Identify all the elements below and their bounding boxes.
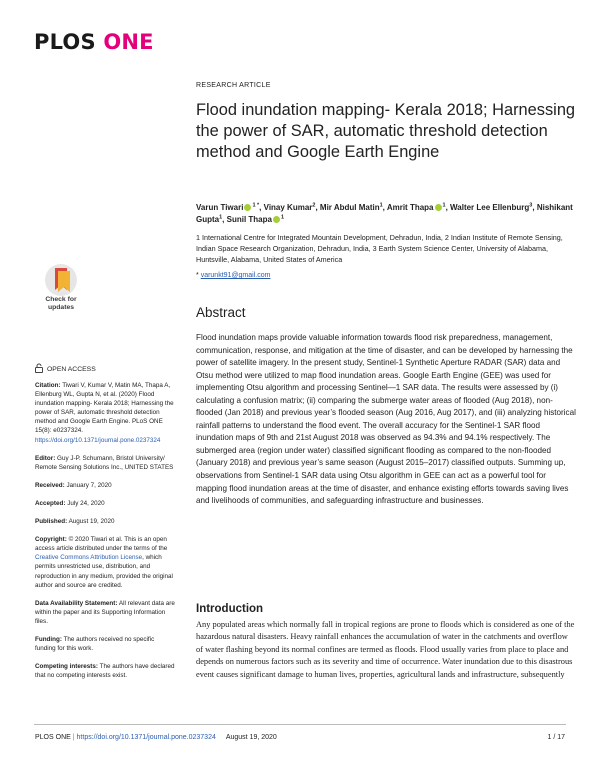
orcid-icon[interactable] bbox=[435, 204, 442, 211]
author-name[interactable]: Walter Lee Ellenburg bbox=[450, 203, 530, 212]
published-date: August 19, 2020 bbox=[68, 518, 115, 526]
accepted-label: Accepted: bbox=[35, 499, 66, 507]
citation-label: Citation: bbox=[35, 382, 61, 389]
received-date: January 7, 2020 bbox=[66, 481, 112, 489]
license-link[interactable]: Creative Commons Attribution License bbox=[35, 554, 143, 562]
data-availability-label: Data Availability Statement: bbox=[35, 599, 118, 607]
author-name[interactable]: Mir Abdul Matin bbox=[319, 203, 380, 212]
correspondence-marker: * bbox=[196, 272, 199, 279]
citation-text: Tiwari V, Kumar V, Matin MA, Thapa A, Ellenburg WL, Gupta N, et al. (2020) Flood inundation mapping- Kerala 2018; Harnessing the power of SAR, automatic threshold detection method and Google Earth Engine. PLoS ONE 15(8): e0237324. bbox=[35, 382, 174, 435]
author-affiliation-marker: 2 bbox=[312, 202, 316, 209]
copyright-block bbox=[35, 535, 175, 590]
author-name[interactable]: Amrit Thapa bbox=[386, 203, 434, 212]
editor-block bbox=[35, 454, 175, 472]
correspondence bbox=[196, 272, 270, 279]
author-affiliation-marker: 1 bbox=[442, 202, 446, 209]
open-access-label bbox=[35, 363, 96, 373]
affiliations: 1 International Centre for Integrated Mountain Development, Dehradun, India, 2 Indian Institute of Remote Sensing, Indian Space Research Organization, Dehradun, India, 3 Earth System Science Center, University of Alabama, Huntsville, Alabama, United States of America bbox=[196, 233, 563, 264]
check-for-updates-line2: updates bbox=[47, 304, 75, 311]
introduction-heading: Introduction bbox=[196, 603, 264, 615]
orcid-icon[interactable] bbox=[244, 204, 251, 211]
data-availability-text: All relevant data are within the paper and its Supporting Information files. bbox=[35, 599, 175, 625]
accepted-block bbox=[35, 499, 175, 508]
open-lock-icon bbox=[35, 363, 43, 373]
author-affiliation-marker: 1 bbox=[280, 214, 285, 221]
footer-divider bbox=[34, 724, 566, 725]
author-affiliation-marker: 3 bbox=[529, 202, 533, 209]
abstract-heading: Abstract bbox=[196, 305, 246, 320]
funding-block bbox=[35, 635, 175, 653]
footer-doi-link[interactable]: https://doi.org/10.1371/journal.pone.0237324 bbox=[76, 734, 216, 741]
journal-logo[interactable] bbox=[34, 30, 154, 54]
funding-label: Funding: bbox=[35, 635, 62, 643]
citation-block bbox=[35, 381, 175, 445]
author-affiliation-marker: 1 bbox=[379, 202, 383, 209]
open-access-text: OPEN ACCESS bbox=[47, 366, 96, 373]
journal-logo-one: ONE bbox=[103, 30, 154, 54]
footer-journal-name: PLOS ONE bbox=[35, 734, 71, 741]
editor-label: Editor: bbox=[35, 454, 56, 462]
bookmark-icon bbox=[35, 262, 87, 298]
copyright-label: Copyright: bbox=[35, 536, 67, 544]
footer-citation bbox=[35, 734, 277, 741]
competing-interests-block bbox=[35, 662, 175, 680]
editor-text: Guy J-P. Schumann, Bristol University/ Remote Sensing Solutions Inc., UNITED STATES bbox=[35, 454, 174, 471]
data-availability-block bbox=[35, 599, 175, 626]
funding-text: The authors received no specific funding for this work. bbox=[35, 635, 155, 653]
check-for-updates-label[interactable] bbox=[31, 296, 91, 312]
author-name[interactable]: Nishikant Gupta bbox=[196, 203, 573, 224]
published-label: Published: bbox=[35, 518, 68, 526]
author-name[interactable]: Varun Tiwari bbox=[196, 203, 244, 212]
check-for-updates-line1: Check for bbox=[45, 296, 77, 303]
copyright-text: © 2020 Tiwari et al. This is an open access article distributed under the terms of the bbox=[35, 536, 168, 553]
page-number: 1 / 17 bbox=[547, 734, 565, 741]
citation-doi-link[interactable]: https://doi.org/10.1371/journal.pone.0237324 bbox=[35, 436, 161, 444]
abstract-text: Flood inundation maps provide valuable information towards flood risk preparedness, management, communication, response, and mitigation at the time of disaster, and can be developed by harnessing the power of satellite imagery. In the present study, Sentinel-1 Synthetic Aperture RADAR (SAR) data and Otsu method were utilized to map flood inundation areas. Google Earth Engine (GEE) was used for implementing Otsu algorithm and processing Sentinel—1 SAR data. The results were assessed by (i) calculating a confusion matrix; (ii) comparing the submerge water areas of flooded (Aug 2018), non-flooded (Jan 2018) and previous year’s flooded season (Aug 2016, Aug 2017), and (iii) analyzing historical rainfall patterns to understand the flood event. The overall accuracy for the Sentinel-1 SAR flood inundation maps of 9th and 21st August 2018 was observed as 94.3% and 94.1% respectively. The submerged area (region under water) classified significant flooding as compared to the non-flooded (January 2018) and previous year’s same season (August 2015–2017) classified outputs. Summing up, observations from Sentinel-1 SAR data using Otsu algorithm in GEE can act as a powerful tool for mapping flood inundation areas at the time of disaster, and enhance existing efforts towards saving lives and livelihoods of communities, and safeguarding infrastructure and businesses. bbox=[196, 333, 576, 506]
copyright-text-after: , which permits unrestricted use, distribution, and reproduction in any medium, provided the original author and source are credited. bbox=[35, 554, 173, 589]
author-name[interactable]: Sunil Thapa bbox=[226, 215, 272, 224]
published-block bbox=[35, 517, 175, 526]
accepted-date: July 24, 2020 bbox=[67, 499, 105, 507]
article-type-label: RESEARCH ARTICLE bbox=[196, 82, 271, 89]
article-title: Flood inundation mapping- Kerala 2018; Harnessing the power of SAR, automatic threshold detection method and Google Earth Engine bbox=[196, 101, 576, 161]
competing-interests-label: Competing interests: bbox=[35, 663, 98, 671]
orcid-icon[interactable] bbox=[273, 216, 280, 223]
correspondence-email-link[interactable]: varunkt91@gmail.com bbox=[200, 272, 271, 279]
author-list: Varun Tiwari $^{1 *}$, Vinay Kumar$^2$, Mir Abdul Matin$^1$, Amrit Thapa $^1$, Walter Lee Ellenburg$^3$, Nishikant Gupta$^1$, Sunil Thapa $^1$ bbox=[196, 202, 573, 224]
footer-date: August 19, 2020 bbox=[225, 734, 277, 741]
author-affiliation-marker: 1 * bbox=[252, 202, 260, 209]
author-name[interactable]: Vinay Kumar bbox=[263, 203, 313, 212]
received-block bbox=[35, 481, 175, 490]
received-label: Received: bbox=[35, 481, 65, 489]
author-affiliation-marker: 1 bbox=[219, 214, 223, 221]
introduction-text: Any populated areas which normally fall in tropical regions are prone to floods which is considered as one of the hazardous natural disasters. Heavy rainfall enhances the accumulation of water in the catchments and overflow of water flashing beyond its normal confines are termed as floods. Flood usually varies from place to place and depends on numerous factors such as its severity and time of occurrence. Water inundation due to this disastrous event causes significant damage to human lives, properties, agricultural lands and infrastructure, subsequently bbox=[196, 620, 575, 679]
competing-interests-text: The authors have declared that no competing interests exist. bbox=[35, 663, 175, 680]
article-sidebar bbox=[35, 381, 175, 689]
check-for-updates-badge[interactable] bbox=[35, 262, 87, 324]
journal-logo-plos: PLOS bbox=[34, 30, 96, 54]
footer-separator: | bbox=[72, 734, 75, 741]
